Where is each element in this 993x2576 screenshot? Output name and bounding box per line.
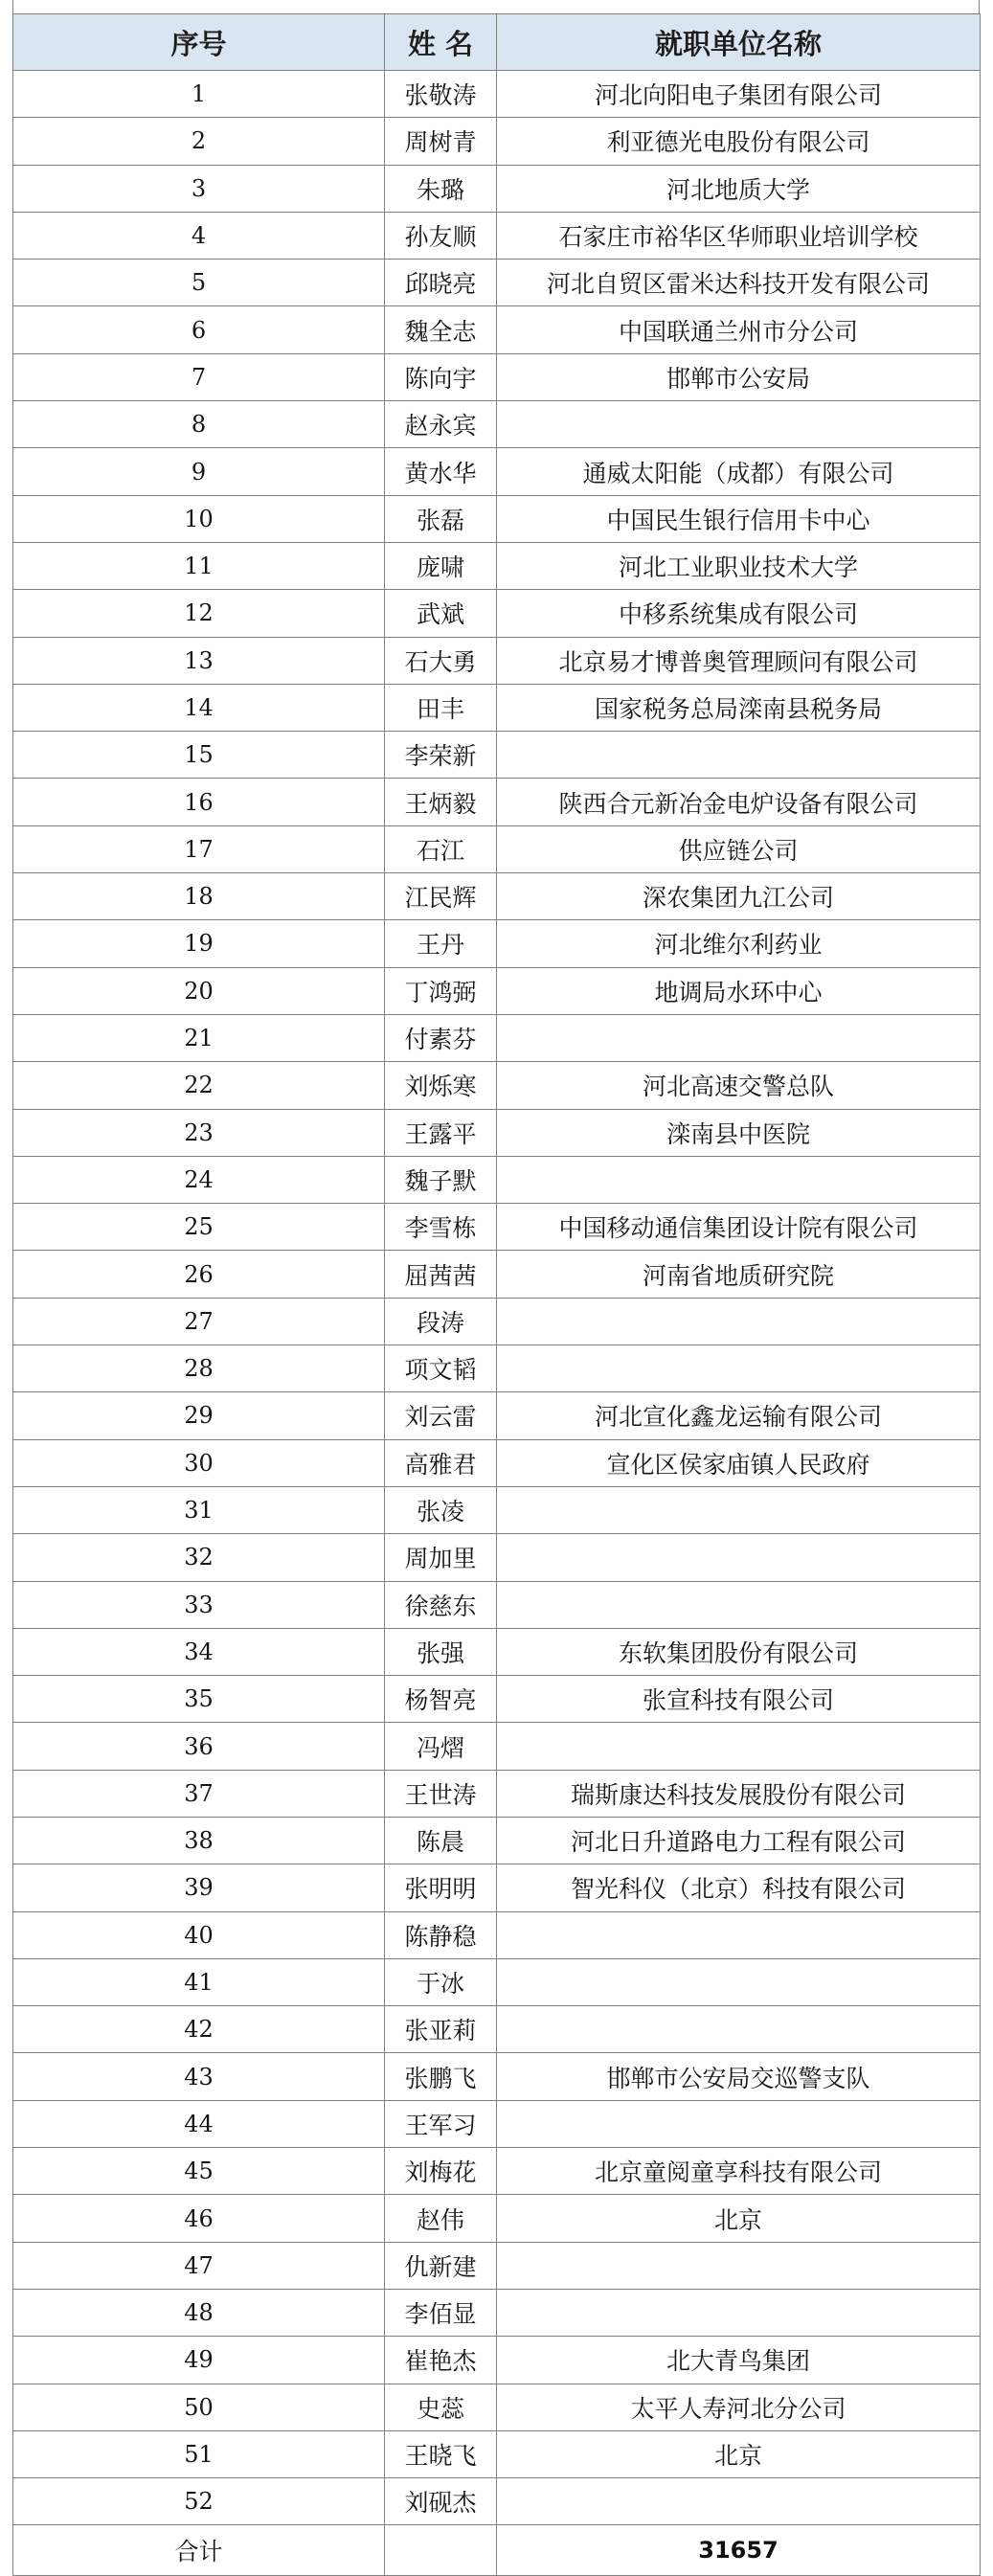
row-employer-name: 国家税务总局滦南县税务局 bbox=[497, 684, 981, 731]
row-person-name: 王军习 bbox=[385, 2100, 497, 2147]
row-employer-name bbox=[497, 2478, 981, 2525]
row-employer-name bbox=[497, 732, 981, 779]
row-employer-name: 河北工业职业技术大学 bbox=[497, 542, 981, 589]
row-person-name: 陈向宇 bbox=[385, 353, 497, 400]
table-row bbox=[13, 1770, 981, 1817]
table-row bbox=[13, 590, 981, 637]
table-row bbox=[13, 2100, 981, 2147]
row-person-name: 王丹 bbox=[385, 920, 497, 967]
row-employer-name bbox=[497, 1911, 981, 1958]
row-serial-number: 39 bbox=[13, 1864, 385, 1911]
table-row bbox=[13, 1109, 981, 1156]
row-person-name: 王世涛 bbox=[385, 1770, 497, 1817]
table-row bbox=[13, 1204, 981, 1251]
table-row bbox=[13, 2337, 981, 2384]
row-employer-name: 宣化区侯家庙镇人民政府 bbox=[497, 1439, 981, 1486]
table-row bbox=[13, 825, 981, 872]
row-person-name: 江民辉 bbox=[385, 873, 497, 920]
table-row bbox=[13, 1486, 981, 1533]
row-person-name: 付素芬 bbox=[385, 1014, 497, 1061]
table-row bbox=[13, 2053, 981, 2100]
table-top-continuation bbox=[12, 0, 980, 13]
row-employer-name: 陕西合元新冶金电炉设备有限公司 bbox=[497, 779, 981, 825]
table-row bbox=[13, 353, 981, 400]
table-row bbox=[13, 2006, 981, 2053]
table-row bbox=[13, 1817, 981, 1864]
table-row bbox=[13, 118, 981, 165]
row-person-name: 王露平 bbox=[385, 1109, 497, 1156]
row-serial-number: 30 bbox=[13, 1439, 385, 1486]
row-employer-name bbox=[497, 1958, 981, 2005]
row-employer-name: 石家庄市裕华区华师职业培训学校 bbox=[497, 212, 981, 259]
table-row bbox=[13, 260, 981, 306]
row-serial-number: 21 bbox=[13, 1014, 385, 1061]
header-serial-number: 序号 bbox=[13, 14, 385, 71]
row-person-name: 仇新建 bbox=[385, 2242, 497, 2289]
row-serial-number: 29 bbox=[13, 1392, 385, 1439]
row-serial-number: 28 bbox=[13, 1345, 385, 1392]
row-person-name: 陈晨 bbox=[385, 1817, 497, 1864]
row-employer-name bbox=[497, 2100, 981, 2147]
row-employer-name: 中国民生银行信用卡中心 bbox=[497, 495, 981, 542]
table-row bbox=[13, 1958, 981, 2005]
row-person-name: 魏子默 bbox=[385, 1156, 497, 1203]
total-label: 合计 bbox=[13, 2525, 385, 2576]
row-serial-number: 25 bbox=[13, 1204, 385, 1251]
row-employer-name: 中国移动通信集团设计院有限公司 bbox=[497, 1204, 981, 1251]
row-person-name: 徐慈东 bbox=[385, 1581, 497, 1628]
row-employer-name: 北京 bbox=[497, 2430, 981, 2477]
table-row bbox=[13, 495, 981, 542]
row-person-name: 屈茜茜 bbox=[385, 1251, 497, 1298]
row-person-name: 张明明 bbox=[385, 1864, 497, 1911]
row-person-name: 高雅君 bbox=[385, 1439, 497, 1486]
row-employer-name: 河北日升道路电力工程有限公司 bbox=[497, 1817, 981, 1864]
table-row bbox=[13, 1392, 981, 1439]
row-serial-number: 13 bbox=[13, 637, 385, 684]
row-employer-name: 河北维尔利药业 bbox=[497, 920, 981, 967]
row-employer-name: 滦南县中医院 bbox=[497, 1109, 981, 1156]
row-serial-number: 40 bbox=[13, 1911, 385, 1958]
table-row bbox=[13, 2289, 981, 2336]
row-serial-number: 38 bbox=[13, 1817, 385, 1864]
row-person-name: 李荣新 bbox=[385, 732, 497, 779]
row-serial-number: 41 bbox=[13, 1958, 385, 2005]
row-person-name: 刘砚杰 bbox=[385, 2478, 497, 2525]
row-person-name: 冯熠 bbox=[385, 1723, 497, 1770]
table-row bbox=[13, 1345, 981, 1392]
row-person-name: 田丰 bbox=[385, 684, 497, 731]
row-employer-name: 北京 bbox=[497, 2195, 981, 2242]
row-employer-name: 智光科仪（北京）科技有限公司 bbox=[497, 1864, 981, 1911]
row-person-name: 刘烁寒 bbox=[385, 1062, 497, 1109]
table-row bbox=[13, 684, 981, 731]
row-serial-number: 35 bbox=[13, 1676, 385, 1723]
header-name: 姓 名 bbox=[385, 14, 497, 71]
row-employer-name: 太平人寿河北分公司 bbox=[497, 2384, 981, 2430]
row-employer-name: 瑞斯康达科技发展股份有限公司 bbox=[497, 1770, 981, 1817]
row-employer-name: 供应链公司 bbox=[497, 825, 981, 872]
row-person-name: 于冰 bbox=[385, 1958, 497, 2005]
row-serial-number: 51 bbox=[13, 2430, 385, 2477]
row-serial-number: 4 bbox=[13, 212, 385, 259]
row-employer-name: 通威太阳能（成都）有限公司 bbox=[497, 448, 981, 495]
row-person-name: 杨智亮 bbox=[385, 1676, 497, 1723]
table-row bbox=[13, 1723, 981, 1770]
row-serial-number: 50 bbox=[13, 2384, 385, 2430]
row-employer-name bbox=[497, 1345, 981, 1392]
row-serial-number: 16 bbox=[13, 779, 385, 825]
table-row bbox=[13, 2384, 981, 2430]
total-row bbox=[13, 2525, 981, 2576]
row-serial-number: 14 bbox=[13, 684, 385, 731]
row-person-name: 朱璐 bbox=[385, 165, 497, 212]
table-row bbox=[13, 1911, 981, 1958]
row-person-name: 石江 bbox=[385, 825, 497, 872]
row-employer-name: 河北地质大学 bbox=[497, 165, 981, 212]
row-person-name: 王晓飞 bbox=[385, 2430, 497, 2477]
row-serial-number: 8 bbox=[13, 401, 385, 448]
row-serial-number: 45 bbox=[13, 2148, 385, 2195]
row-person-name: 庞啸 bbox=[385, 542, 497, 589]
row-employer-name: 河北向阳电子集团有限公司 bbox=[497, 71, 981, 118]
row-serial-number: 22 bbox=[13, 1062, 385, 1109]
row-serial-number: 26 bbox=[13, 1251, 385, 1298]
table-row bbox=[13, 967, 981, 1014]
table-row bbox=[13, 732, 981, 779]
row-serial-number: 5 bbox=[13, 260, 385, 306]
table-row bbox=[13, 1439, 981, 1486]
row-serial-number: 52 bbox=[13, 2478, 385, 2525]
table-row bbox=[13, 448, 981, 495]
table-row bbox=[13, 212, 981, 259]
row-person-name: 张凌 bbox=[385, 1486, 497, 1533]
row-employer-name: 利亚德光电股份有限公司 bbox=[497, 118, 981, 165]
row-person-name: 张磊 bbox=[385, 495, 497, 542]
table-row bbox=[13, 542, 981, 589]
row-employer-name: 河南省地质研究院 bbox=[497, 1251, 981, 1298]
row-serial-number: 37 bbox=[13, 1770, 385, 1817]
row-serial-number: 49 bbox=[13, 2337, 385, 2384]
table-row bbox=[13, 401, 981, 448]
table-row bbox=[13, 71, 981, 118]
table-row bbox=[13, 920, 981, 967]
table-row bbox=[13, 1628, 981, 1675]
table-body bbox=[13, 71, 981, 2525]
row-employer-name bbox=[497, 1723, 981, 1770]
row-person-name: 段涛 bbox=[385, 1298, 497, 1344]
row-serial-number: 15 bbox=[13, 732, 385, 779]
row-serial-number: 27 bbox=[13, 1298, 385, 1344]
row-person-name: 周树青 bbox=[385, 118, 497, 165]
row-employer-name: 北京易才博普奥管理顾问有限公司 bbox=[497, 637, 981, 684]
row-person-name: 孙友顺 bbox=[385, 212, 497, 259]
row-person-name: 赵永宾 bbox=[385, 401, 497, 448]
row-serial-number: 47 bbox=[13, 2242, 385, 2289]
row-serial-number: 34 bbox=[13, 1628, 385, 1675]
table-row bbox=[13, 2478, 981, 2525]
header-employer: 就职单位名称 bbox=[497, 14, 981, 71]
row-serial-number: 20 bbox=[13, 967, 385, 1014]
row-serial-number: 24 bbox=[13, 1156, 385, 1203]
table-row bbox=[13, 637, 981, 684]
row-employer-name: 深农集团九江公司 bbox=[497, 873, 981, 920]
row-employer-name: 中国联通兰州市分公司 bbox=[497, 306, 981, 353]
row-serial-number: 18 bbox=[13, 873, 385, 920]
row-employer-name bbox=[497, 1486, 981, 1533]
row-serial-number: 6 bbox=[13, 306, 385, 353]
table-row bbox=[13, 2242, 981, 2289]
row-person-name: 刘梅花 bbox=[385, 2148, 497, 2195]
row-serial-number: 9 bbox=[13, 448, 385, 495]
row-employer-name: 邯郸市公安局交巡警支队 bbox=[497, 2053, 981, 2100]
row-person-name: 张亚莉 bbox=[385, 2006, 497, 2053]
row-serial-number: 2 bbox=[13, 118, 385, 165]
row-person-name: 赵伟 bbox=[385, 2195, 497, 2242]
table-row bbox=[13, 1062, 981, 1109]
row-employer-name: 北大青鸟集团 bbox=[497, 2337, 981, 2384]
row-person-name: 黄水华 bbox=[385, 448, 497, 495]
row-serial-number: 3 bbox=[13, 165, 385, 212]
row-person-name: 武斌 bbox=[385, 590, 497, 637]
table-row bbox=[13, 1298, 981, 1344]
row-serial-number: 17 bbox=[13, 825, 385, 872]
table-row bbox=[13, 2148, 981, 2195]
row-serial-number: 10 bbox=[13, 495, 385, 542]
row-employer-name: 邯郸市公安局 bbox=[497, 353, 981, 400]
row-serial-number: 36 bbox=[13, 1723, 385, 1770]
row-employer-name bbox=[497, 2289, 981, 2336]
table-row bbox=[13, 779, 981, 825]
row-person-name: 张鹏飞 bbox=[385, 2053, 497, 2100]
row-serial-number: 23 bbox=[13, 1109, 385, 1156]
table-row bbox=[13, 1534, 981, 1581]
row-person-name: 魏全志 bbox=[385, 306, 497, 353]
row-serial-number: 12 bbox=[13, 590, 385, 637]
row-serial-number: 7 bbox=[13, 353, 385, 400]
row-serial-number: 44 bbox=[13, 2100, 385, 2147]
total-name-cell bbox=[385, 2525, 497, 2576]
row-employer-name: 东软集团股份有限公司 bbox=[497, 1628, 981, 1675]
row-person-name: 刘云雷 bbox=[385, 1392, 497, 1439]
row-employer-name bbox=[497, 2006, 981, 2053]
row-employer-name bbox=[497, 2242, 981, 2289]
table-row bbox=[13, 306, 981, 353]
row-person-name: 周加里 bbox=[385, 1534, 497, 1581]
row-person-name: 李佰显 bbox=[385, 2289, 497, 2336]
row-serial-number: 32 bbox=[13, 1534, 385, 1581]
row-employer-name bbox=[497, 1014, 981, 1061]
row-person-name: 张强 bbox=[385, 1628, 497, 1675]
table-row bbox=[13, 2430, 981, 2477]
total-value: 31657 bbox=[497, 2525, 981, 2576]
row-serial-number: 11 bbox=[13, 542, 385, 589]
table-row bbox=[13, 873, 981, 920]
row-employer-name bbox=[497, 1581, 981, 1628]
row-serial-number: 19 bbox=[13, 920, 385, 967]
row-employer-name: 地调局水环中心 bbox=[497, 967, 981, 1014]
row-person-name: 李雪栋 bbox=[385, 1204, 497, 1251]
row-employer-name: 张宣科技有限公司 bbox=[497, 1676, 981, 1723]
row-serial-number: 42 bbox=[13, 2006, 385, 2053]
row-person-name: 崔艳杰 bbox=[385, 2337, 497, 2384]
table-row bbox=[13, 1864, 981, 1911]
row-person-name: 丁鸿弼 bbox=[385, 967, 497, 1014]
row-employer-name bbox=[497, 1534, 981, 1581]
table-row bbox=[13, 1581, 981, 1628]
row-employer-name: 河北宣化鑫龙运输有限公司 bbox=[497, 1392, 981, 1439]
row-serial-number: 43 bbox=[13, 2053, 385, 2100]
row-person-name: 史蕊 bbox=[385, 2384, 497, 2430]
table-row bbox=[13, 165, 981, 212]
row-employer-name: 中移系统集成有限公司 bbox=[497, 590, 981, 637]
row-serial-number: 48 bbox=[13, 2289, 385, 2336]
row-serial-number: 46 bbox=[13, 2195, 385, 2242]
table-row bbox=[13, 1676, 981, 1723]
row-person-name: 邱晓亮 bbox=[385, 260, 497, 306]
row-employer-name: 北京童阅童享科技有限公司 bbox=[497, 2148, 981, 2195]
row-serial-number: 31 bbox=[13, 1486, 385, 1533]
table-row bbox=[13, 1251, 981, 1298]
row-person-name: 项文韬 bbox=[385, 1345, 497, 1392]
row-person-name: 石大勇 bbox=[385, 637, 497, 684]
row-employer-name bbox=[497, 401, 981, 448]
row-employer-name bbox=[497, 1298, 981, 1344]
employment-roster-table bbox=[12, 13, 981, 2576]
row-person-name: 张敬涛 bbox=[385, 71, 497, 118]
table-row bbox=[13, 1014, 981, 1061]
row-person-name: 陈静稳 bbox=[385, 1911, 497, 1958]
table-row bbox=[13, 1156, 981, 1203]
row-employer-name: 河北高速交警总队 bbox=[497, 1062, 981, 1109]
row-serial-number: 33 bbox=[13, 1581, 385, 1628]
row-person-name: 王炳毅 bbox=[385, 779, 497, 825]
row-serial-number: 1 bbox=[13, 71, 385, 118]
table-row bbox=[13, 2195, 981, 2242]
table-header-row bbox=[13, 14, 981, 71]
row-employer-name: 河北自贸区雷米达科技开发有限公司 bbox=[497, 260, 981, 306]
row-employer-name bbox=[497, 1156, 981, 1203]
